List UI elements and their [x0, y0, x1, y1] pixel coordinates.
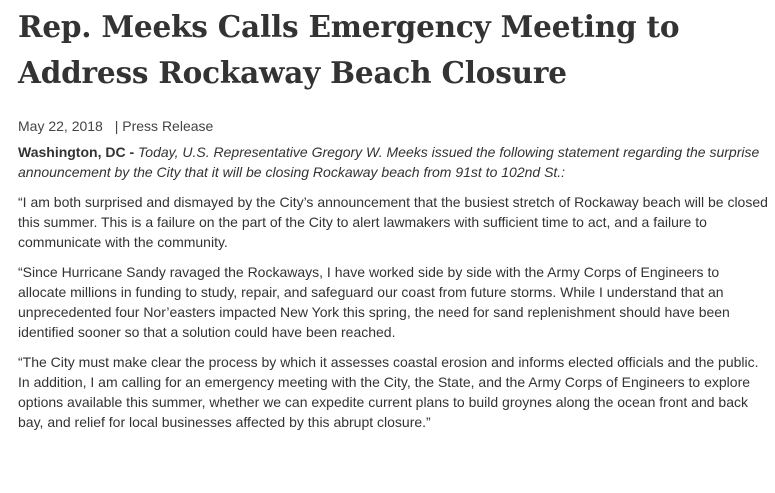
article-title: Rep. Meeks Calls Emergency Meeting to Address Rockaway Beach Closure: [18, 9, 680, 90]
body-paragraph-3: “The City must make clear the process by which it assesses coastal erosion and informs elected officials and the public. In addition, I am calling for an emergency meeting with the City, the State, and the Army Corps of Engineers to explore options available this summer, whether we can expedite current plans to build groynes along the ocean front and back bay, and relief for local businesses affected by this abrupt closure.”: [18, 354, 759, 430]
body-paragraph-2: “Since Hurricane Sandy ravaged the Rockaways, I have worked side by side with the Army Corps of Engineers to allocate millions in funding to study, repair, and safeguard our coast from future storms. While I understand that an unprecedented four Nor’easters impacted New York this spring, the need for sand replenishment should have been identified sooner so that a solution could have been reached.: [18, 264, 730, 340]
meta-separator: |: [114, 118, 119, 134]
lead-text: Today, U.S. Representative Gregory W. Meeks issued the following statement regarding the surprise announcement by the City that it will be closing Rockaway beach from 91st to 102nd St.:: [18, 144, 760, 180]
dateline: Washington, DC -: [18, 144, 139, 160]
body-paragraph-1: “I am both surprised and dismayed by the City’s announcement that the busiest stretch of Rockaway beach will be closed this summer. This is a failure on the part of the City to alert lawmakers with sufficient time to act, and a failure to communicate with the community.: [18, 194, 768, 250]
article-meta: [18, 116, 770, 136]
lead-paragraph: [18, 142, 770, 182]
article-category: Press Release: [122, 118, 214, 134]
publish-date: May 22, 2018: [18, 118, 103, 134]
press-release-article: [18, 4, 770, 432]
